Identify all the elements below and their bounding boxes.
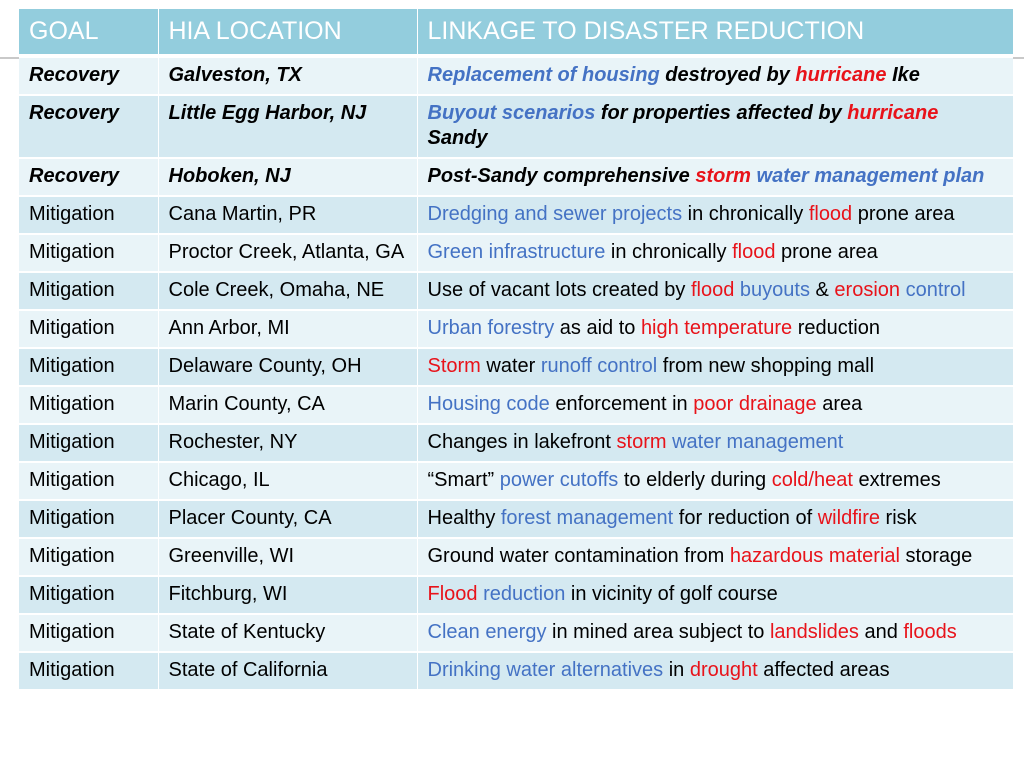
linkage-highlight-blue: power cutoffs <box>499 469 619 491</box>
linkage-highlight-blue: reduction <box>483 583 566 605</box>
linkage-text: prone area <box>775 241 878 263</box>
linkage-highlight-blue: Replacement of housing <box>427 64 660 86</box>
linkage-text: & <box>809 279 835 301</box>
table-row <box>19 272 1013 310</box>
table-row <box>19 95 1013 158</box>
linkage-text: Changes in lakefront <box>427 431 617 453</box>
table-row <box>19 348 1013 386</box>
linkage-text: water <box>480 355 541 377</box>
linkage-highlight-red: landslides <box>769 621 859 643</box>
linkage-text: for properties affected by <box>595 102 848 124</box>
linkage-highlight-red: flood <box>690 279 735 301</box>
linkage-highlight-blue: Urban forestry <box>427 317 555 339</box>
goal-cell: Mitigation <box>19 614 158 652</box>
table-row <box>19 310 1013 348</box>
location-cell: Fitchburg, WI <box>158 576 417 614</box>
linkage-text: from new shopping mall <box>657 355 875 377</box>
linkage-text: enforcement in <box>549 393 694 415</box>
linkage-text: in <box>663 659 690 681</box>
table-row <box>19 158 1013 196</box>
linkage-highlight-blue: Drinking water alternatives <box>427 659 664 681</box>
linkage-highlight-blue: buyouts <box>739 279 810 301</box>
linkage-highlight-blue: water management plan <box>756 165 985 187</box>
linkage-highlight-blue: Buyout scenarios <box>427 102 596 124</box>
linkage-highlight-red: Flood <box>427 583 478 605</box>
table-row <box>19 56 1013 95</box>
linkage-cell <box>417 348 1013 386</box>
linkage-text: Post-Sandy comprehensive <box>427 165 696 187</box>
linkage-highlight-red: drought <box>689 659 758 681</box>
goal-cell: Mitigation <box>19 348 158 386</box>
linkage-text: extremes <box>852 469 941 491</box>
linkage-cell <box>417 56 1013 95</box>
linkage-highlight-red: erosion <box>834 279 901 301</box>
linkage-highlight-red: hurricane <box>795 64 887 86</box>
table-row <box>19 196 1013 234</box>
linkage-highlight-red: flood <box>732 241 776 263</box>
linkage-text: Ground water contamination from <box>427 545 730 567</box>
location-cell: Galveston, TX <box>158 56 417 95</box>
linkage-cell <box>417 196 1013 234</box>
linkage-text: Use of vacant lots created by <box>427 279 691 301</box>
location-cell: Ann Arbor, MI <box>158 310 417 348</box>
location-cell: Cana Martin, PR <box>158 196 417 234</box>
goal-cell: Mitigation <box>19 500 158 538</box>
goal-cell: Mitigation <box>19 538 158 576</box>
linkage-highlight-blue: forest management <box>500 507 674 529</box>
linkage-cell <box>417 310 1013 348</box>
linkage-cell <box>417 576 1013 614</box>
goal-cell: Mitigation <box>19 196 158 234</box>
linkage-highlight-blue: Clean energy <box>427 621 547 643</box>
linkage-cell <box>417 500 1013 538</box>
location-cell: Rochester, NY <box>158 424 417 462</box>
linkage-text: in vicinity of golf course <box>565 583 778 605</box>
linkage-highlight-blue: Housing code <box>427 393 550 415</box>
linkage-cell <box>417 538 1013 576</box>
linkage-highlight-blue: Green infrastructure <box>427 241 606 263</box>
hia-table <box>19 9 1013 691</box>
goal-header: GOAL <box>19 9 158 56</box>
location-cell: State of California <box>158 652 417 690</box>
location-cell: Placer County, CA <box>158 500 417 538</box>
linkage-highlight-red: flood <box>808 203 853 225</box>
linkage-highlight-red: high temperature <box>640 317 793 339</box>
table-row <box>19 424 1013 462</box>
linkage-cell <box>417 158 1013 196</box>
linkage-text: and <box>858 621 904 643</box>
goal-cell: Mitigation <box>19 272 158 310</box>
linkage-cell <box>417 272 1013 310</box>
linkage-text: in chronically <box>682 203 809 225</box>
header-row <box>19 9 1013 56</box>
linkage-highlight-blue: water management <box>672 431 844 453</box>
linkage-text: “Smart” <box>427 469 500 491</box>
location-cell: Hoboken, NJ <box>158 158 417 196</box>
linkage-text: to elderly during <box>618 469 772 491</box>
linkage-text: prone area <box>852 203 955 225</box>
goal-cell: Mitigation <box>19 386 158 424</box>
goal-cell: Mitigation <box>19 234 158 272</box>
linkage-highlight-blue: control <box>905 279 966 301</box>
linkage-highlight-red: floods <box>903 621 957 643</box>
table-row <box>19 500 1013 538</box>
linkage-highlight-red: poor drainage <box>693 393 817 415</box>
goal-cell: Mitigation <box>19 576 158 614</box>
location-cell: Greenville, WI <box>158 538 417 576</box>
goal-cell: Mitigation <box>19 462 158 500</box>
linkage-highlight-blue: Dredging and sewer projects <box>427 203 683 225</box>
linkage-text: in chronically <box>605 241 733 263</box>
linkage-highlight-red: storm <box>616 431 667 453</box>
linkage-cell <box>417 234 1013 272</box>
location-cell: Proctor Creek, Atlanta, GA <box>158 234 417 272</box>
goal-cell: Mitigation <box>19 310 158 348</box>
table-row <box>19 576 1013 614</box>
linkage-text: in mined area subject to <box>546 621 770 643</box>
linkage-text: area <box>816 393 863 415</box>
linkage-cell <box>417 462 1013 500</box>
linkage-highlight-red: hurricane <box>847 102 939 124</box>
table-row <box>19 234 1013 272</box>
location-cell: State of Kentucky <box>158 614 417 652</box>
location-header: HIA LOCATION <box>158 9 417 56</box>
location-cell: Delaware County, OH <box>158 348 417 386</box>
linkage-text: as aid to <box>554 317 641 339</box>
linkage-cell <box>417 95 1013 158</box>
linkage-text: Ike <box>886 64 920 86</box>
linkage-highlight-red: storm <box>695 165 751 187</box>
table-row <box>19 386 1013 424</box>
goal-cell: Mitigation <box>19 424 158 462</box>
linkage-text: Healthy <box>427 507 501 529</box>
linkage-header: LINKAGE TO DISASTER REDUCTION <box>417 9 1013 56</box>
goal-cell: Recovery <box>19 158 158 196</box>
goal-cell: Recovery <box>19 56 158 95</box>
location-cell: Cole Creek, Omaha, NE <box>158 272 417 310</box>
linkage-cell <box>417 652 1013 690</box>
location-cell: Chicago, IL <box>158 462 417 500</box>
linkage-highlight-red: Storm <box>427 355 481 377</box>
linkage-text: for reduction of <box>673 507 818 529</box>
linkage-text: destroyed by <box>659 64 796 86</box>
linkage-highlight-red: wildfire <box>817 507 880 529</box>
linkage-text: Sandy <box>427 127 488 149</box>
location-cell: Marin County, CA <box>158 386 417 424</box>
table-row <box>19 462 1013 500</box>
linkage-text: storage <box>899 545 973 567</box>
goal-cell: Recovery <box>19 95 158 158</box>
linkage-highlight-red: cold/heat <box>771 469 853 491</box>
linkage-cell <box>417 424 1013 462</box>
table-row <box>19 652 1013 690</box>
table-row <box>19 614 1013 652</box>
linkage-highlight-red: hazardous material <box>729 545 900 567</box>
linkage-text: reduction <box>792 317 880 339</box>
linkage-cell <box>417 386 1013 424</box>
linkage-text: risk <box>879 507 917 529</box>
linkage-cell <box>417 614 1013 652</box>
location-cell: Little Egg Harbor, NJ <box>158 95 417 158</box>
goal-cell: Mitigation <box>19 652 158 690</box>
linkage-text: affected areas <box>757 659 890 681</box>
table-row <box>19 538 1013 576</box>
linkage-highlight-blue: runoff control <box>540 355 658 377</box>
